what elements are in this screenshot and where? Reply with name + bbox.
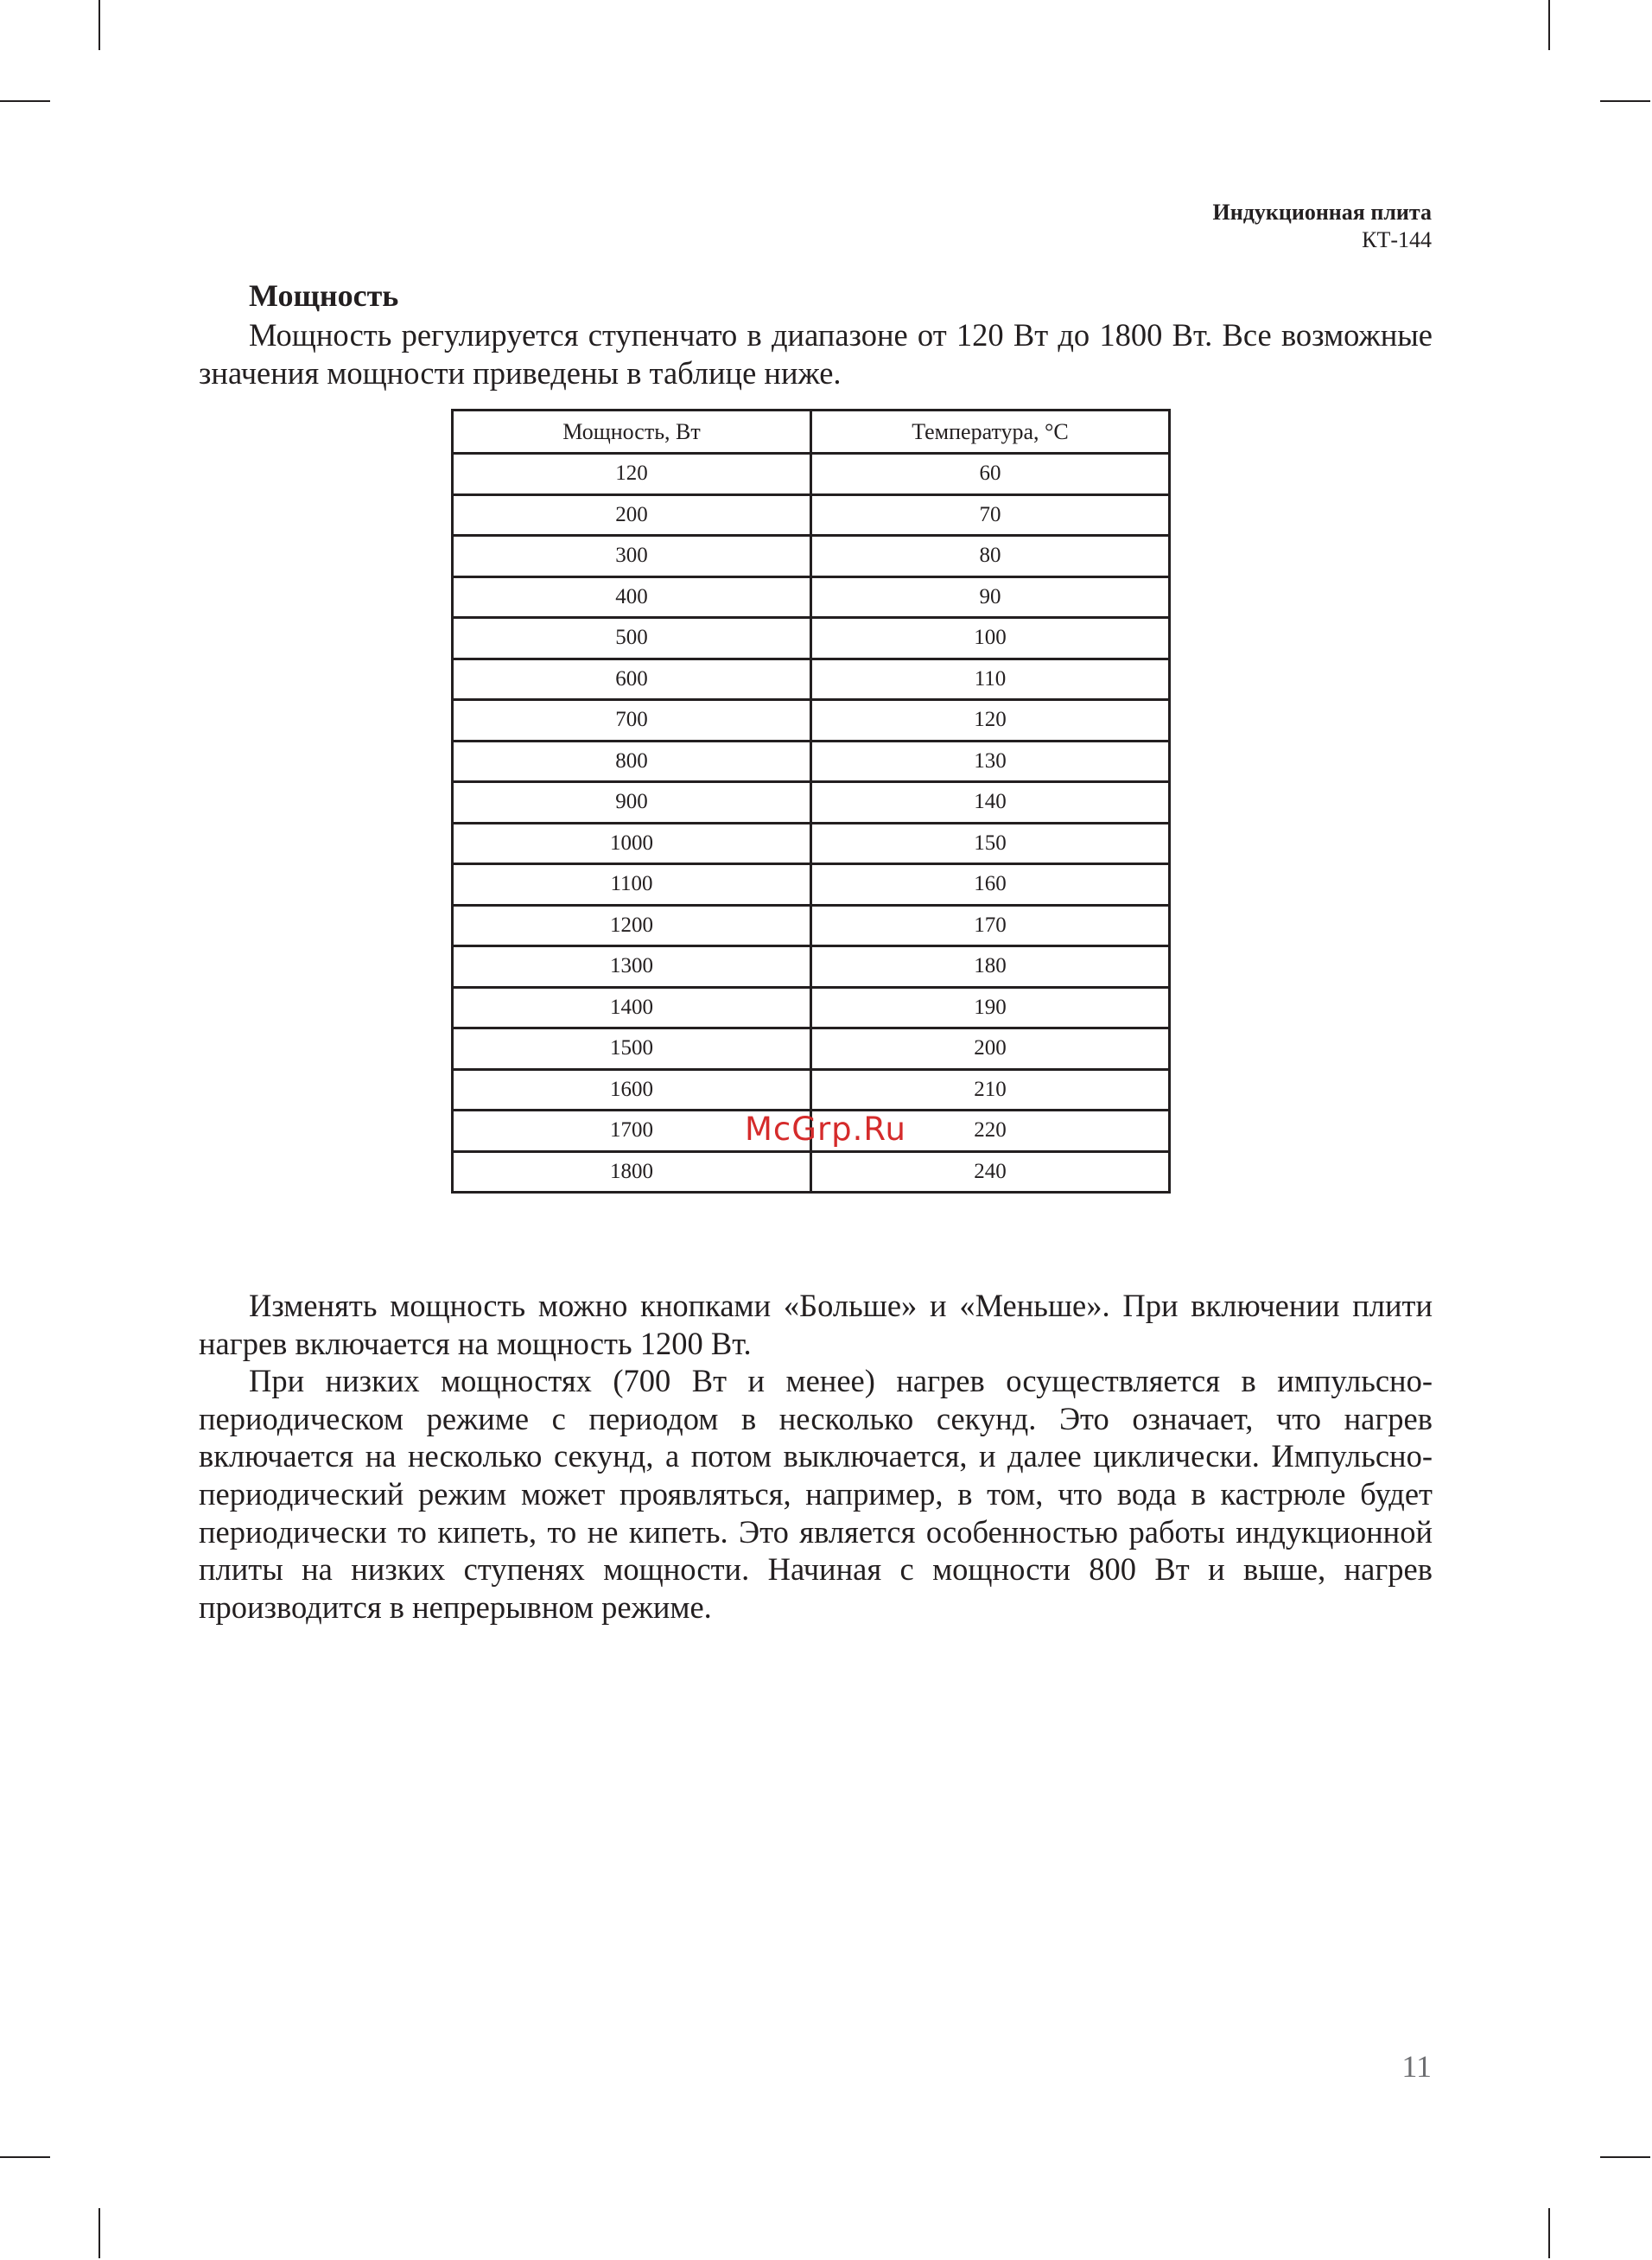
- table-row: [453, 741, 1170, 782]
- crop-mark: [98, 0, 100, 50]
- crop-mark: [1548, 2208, 1550, 2258]
- crop-mark: [98, 2208, 100, 2258]
- table-row: [453, 823, 1170, 864]
- pulse-mode-paragraph: При низких мощностях (700 Вт и менее) нагрев осуществляется в импульсно-периодическом режиме с периодом в несколько секунд. Это означает, что нагрев включается на несколько секунд, а потом выключается, и далее циклически. Импульсно-периодический режим может проявляться, например, в том, что вода в кастрюле будет периодически то кипеть, то не кипеть. Это является особенностью работы индукционной плиты на низких ступенях мощности. Начиная с мощности 800 Вт и выше, нагрев производится в непрерывном режиме.: [199, 1363, 1433, 1625]
- watermark-text: McGrp.Ru: [745, 1111, 906, 1148]
- power-cell: 1200: [453, 905, 811, 946]
- table-body: [453, 454, 1170, 1193]
- table-row: [453, 700, 1170, 742]
- temperature-cell: 60: [811, 454, 1170, 495]
- temperature-cell: 170: [811, 905, 1170, 946]
- column-header-power: Мощность, Вт: [453, 411, 811, 454]
- power-cell: 1100: [453, 864, 811, 906]
- table-row: [453, 618, 1170, 659]
- power-cell: 120: [453, 454, 811, 495]
- temperature-cell: 100: [811, 618, 1170, 659]
- table-row: [453, 454, 1170, 495]
- temperature-cell: 220: [811, 1111, 1170, 1152]
- buttons-paragraph: Изменять мощность можно кнопками «Больше» и «Меньше». При включении плити нагрев включается на мощность 1200 Вт.: [199, 1288, 1433, 1361]
- power-cell: 800: [453, 741, 811, 782]
- temperature-cell: 70: [811, 494, 1170, 536]
- crop-mark: [1600, 2156, 1650, 2158]
- intro-paragraph: Мощность регулируется ступенчато в диапазоне от 120 Вт до 1800 Вт. Все возможные значения мощности приведены в таблице ниже.: [199, 317, 1433, 391]
- table-row: [453, 782, 1170, 824]
- table-row: [453, 946, 1170, 988]
- power-cell: 1400: [453, 987, 811, 1028]
- page-number: 11: [1401, 2049, 1432, 2084]
- model-number: КТ-144: [1362, 227, 1432, 252]
- power-cell: 1500: [453, 1028, 811, 1070]
- temperature-cell: 120: [811, 700, 1170, 742]
- power-cell: 1300: [453, 946, 811, 988]
- table-row: [453, 905, 1170, 946]
- table-row: [453, 576, 1170, 618]
- power-cell: 500: [453, 618, 811, 659]
- power-cell: 1700: [453, 1111, 811, 1152]
- temperature-cell: 210: [811, 1069, 1170, 1111]
- table-header-row: [453, 411, 1170, 454]
- temperature-cell: 180: [811, 946, 1170, 988]
- temperature-cell: 190: [811, 987, 1170, 1028]
- table-row: [453, 1151, 1170, 1193]
- temperature-cell: 200: [811, 1028, 1170, 1070]
- table-row: [453, 1069, 1170, 1111]
- power-cell: 1000: [453, 823, 811, 864]
- temperature-cell: 130: [811, 741, 1170, 782]
- temperature-cell: 140: [811, 782, 1170, 824]
- power-cell: 300: [453, 536, 811, 577]
- temperature-cell: 160: [811, 864, 1170, 906]
- table-row: [453, 1028, 1170, 1070]
- main-content: [199, 275, 1433, 392]
- power-cell: 400: [453, 576, 811, 618]
- table-row: [453, 494, 1170, 536]
- temperature-cell: 80: [811, 536, 1170, 577]
- temperature-cell: 90: [811, 576, 1170, 618]
- description-text: [199, 1287, 1433, 1626]
- table-row: [453, 987, 1170, 1028]
- temperature-cell: 150: [811, 823, 1170, 864]
- power-cell: 200: [453, 494, 811, 536]
- power-cell: 700: [453, 700, 811, 742]
- crop-mark: [0, 2156, 50, 2158]
- temperature-cell: 240: [811, 1151, 1170, 1193]
- power-cell: 1800: [453, 1151, 811, 1193]
- power-cell: 900: [453, 782, 811, 824]
- power-temperature-table: [451, 409, 1171, 1194]
- product-name: Индукционная плита: [1212, 200, 1432, 225]
- running-header: [1213, 199, 1432, 254]
- table-row: [453, 864, 1170, 906]
- column-header-temperature: Температура, °C: [811, 411, 1170, 454]
- power-cell: 600: [453, 659, 811, 700]
- crop-mark: [1600, 100, 1650, 102]
- table-row: [453, 536, 1170, 577]
- crop-mark: [0, 100, 50, 102]
- section-heading: Мощность: [249, 278, 399, 313]
- power-cell: 1600: [453, 1069, 811, 1111]
- temperature-cell: 110: [811, 659, 1170, 700]
- table-row: [453, 659, 1170, 700]
- crop-mark: [1548, 0, 1550, 50]
